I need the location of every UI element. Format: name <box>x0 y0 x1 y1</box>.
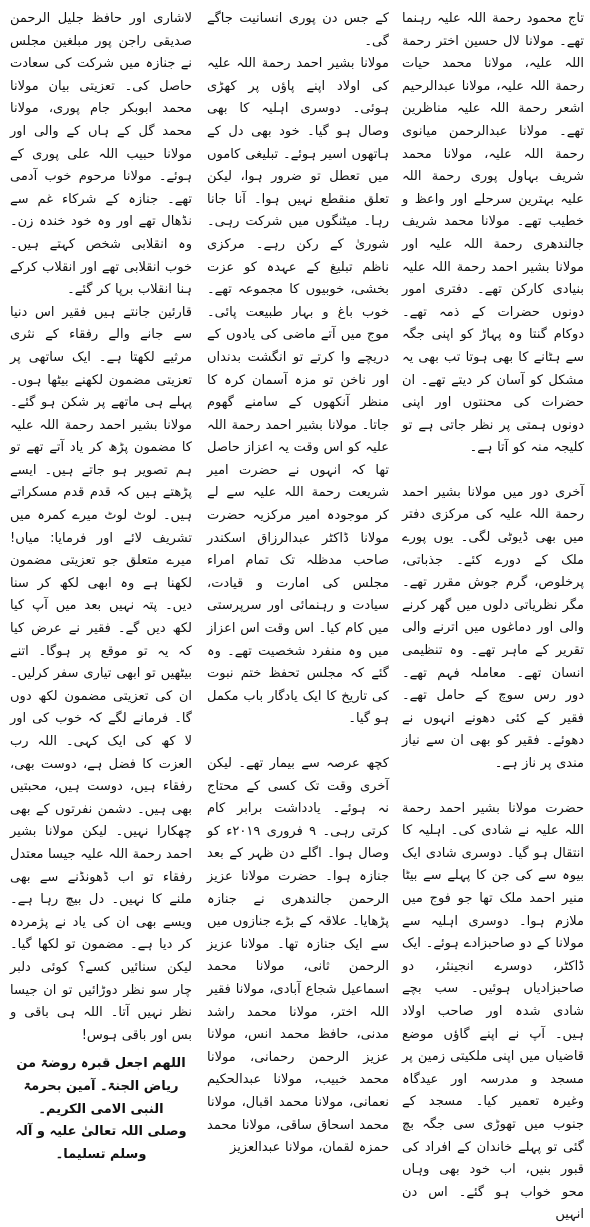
text-column-right <box>402 8 584 1223</box>
text-column-left <box>10 8 192 1162</box>
paragraph: کچھ عرصہ سے بیمار تھے۔ لیکن آخری وقت تک کسی کے محتاج نہ ہوئے۔ یادداشت برابر کام کرتی رہی۔ ۹ فروری ۲۰۱۹ء کو وصال ہوا۔ اگلے دن ظہر کے بعد جنازہ ہوا۔ حضرت مولانا عزیز الرحمن جالندھری نے جنازہ پڑھایا۔ علاقہ کے بڑے جنازوں میں سے ایک جنازہ تھا۔ مولانا عزیز الرحمن ثانی، مولانا محمد اسماعیل شجاع آبادی، مولانا فقیر اللہ اختر، مولانا محمد راشد مدنی، حافظ محمد انس، مولانا عزیز الرحمن رحمانی، مولانا محمد خبیب، مولانا عبدالحکیم نعمانی، مولانا محمد اقبال، مولانا محمد اسحاق ساقی، مولانا محمد حمزہ لقمان، مولانا عبدالعزیز <box>207 756 389 1156</box>
paragraph: کے جس دن پوری انسانیت جاگے گی۔ <box>207 11 389 49</box>
closing-salutation: وصلی اللہ تعالیٰ علیہ و آلہ وسلم تسلیما۔ <box>15 1124 187 1162</box>
paragraph: مولانا بشیر احمد رحمة اللہ علیہ کی اولاد اپنے پاؤں پر کھڑی ہوئی۔ دوسری اہلیہ کا بھی وصال ہو گیا۔ خود بھی دل کے ہاتھوں اسیر ہوئے۔ تبلیغی کاموں میں تعطل تو ضرور ہوا، لیکن تعلق منقطع نہیں ہوا۔ آنا جانا رہا۔ میٹنگوں میں شرکت رہی۔ شوریٰ کے رکن رہے۔ مرکزی ناظم تبلیغ کے عہدہ کو عزت بخشی، خوبیوں کا مجموعہ تھے۔ خوب باغ و بہار طبیعت پائی۔ موج میں آتے ماضی کی یادوں کے دریچے وا کرتے تو انگشت بدنداں اور ناخن تو مزہ آسمان کرہ کا منظر آنکھوں کے سامنے گھوم جاتا۔ مولانا بشیر احمد رحمة اللہ علیہ کو اس وقت یہ اعزاز حاصل تھا کہ انہوں نے حضرت امیر شریعت رحمة اللہ علیہ سے لے کر موجودہ امیر مرکزیہ حضرت مولانا ڈاکٹر عبدالرزاق اسکندر صاحب مدظلہ تک تمام امراء مجلس کی امارت و قیادت، سیادت و رہنمائی اور سرپرستی میں کام کیا۔ اس وقت اس اعزاز میں وہ منفرد شخصیت تھے۔ وہ گئے کہ مجلس تحفظ ختم نبوت کی تاریخ کا ایک یادگار باب مکمل ہو گیا۔ <box>207 56 389 727</box>
closing-prayer: اللھم اجعل قبرہ روضۃ من ریاض الجنۃ۔ آمین بحرمۃ النبی الامی الکریم۔ <box>16 1056 186 1117</box>
paragraph: تاج محمود رحمة اللہ علیہ رہنما تھے۔ مولانا لال حسین اختر رحمة اللہ علیہ، مولانا محمد حیات رحمة اللہ علیہ، مولانا عبدالرحیم اشعر رحمة اللہ علیہ مناظرین تھے۔ مولانا عبدالرحمن میانوی رحمة اللہ علیہ، مولانا محمد شریف بہاول پوری رحمة اللہ علیہ بہترین سرحلے اور واعظ و خطیب تھے۔ مولانا محمد شریف جالندھری رحمة اللہ علیہ اور مولانا بشیر احمد رحمة اللہ علیہ بنیادی کارکن تھے۔ دفتری امور دونوں حضرات کے ذمہ تھے۔ دوکام گنتا وہ پہاڑ کو اپنی جگہ سے ہٹانے کا بھی ہوتا تب بھی یہ مشکل کو آسان کر دیتے تھے۔ ان حضرات کی محنتوں اور اپنی دونوں ہمتی پر نظر جاتی ہے تو کلیجہ منہ کو آتا ہے۔ <box>402 11 584 456</box>
paragraph: قارئین جانتے ہیں فقیر اس دنیا سے جانے والے رفقاء کے نثری مرثیے لکھتا ہے۔ ایک ساتھی پر تعزیتی مضمون لکھنے بیٹھا ہوں۔ پہلے ہی ماتھے پر شکن ہو گئے۔ مولانا بشیر احمد رحمة اللہ علیہ کا مضمون پڑھ کر یاد آتے تھے تو ہم تصویر ہو جاتے ہیں۔ ایسے پڑھتے ہیں کہ قدم قدم مسکراتے ہیں۔ لوٹ لوٹ میرے کمرہ میں تشریف لائے اور فرمایا: میاں! میرے متعلق جو تعزیتی مضمون لکھنا ہے وہ ابھی لکھ کر سنا دیں۔ پتہ نہیں بعد میں آپ کیا لکھ دیں گے۔ فقیر نے عرض کیا کہ یہ تو موقع پر ہوگا۔ اتنے بیٹھیں تو ابھی تیاری سفر کرلیں۔ ان کی تعزیتی مضمون لکھ دوں گا۔ فرمانے لگے کہ خوب کی اور لا کھ کی ایک کہی۔ اللہ رب العزت کا فضل ہے، دوست بھی، رفقاء ہیں، دوست ہیں، محبتیں بھی ہیں۔ دشمن نفرتوں کے بھی چھکارا نہیں۔ لیکن مولانا بشیر احمد رحمة اللہ علیہ جیسا معتدل رفقاء تو اب ڈھونڈنے سے بھی ملنے کا نہیں۔ دل بیچ رہا ہے۔ ویسے بھی ان کی یاد نے پژمردہ کر دیا ہے۔ مضمون تو لکھا گیا۔ لیکن سنائیں کسے؟ کوئی دلبر چار سو نظر دوڑائیں تو ان جیسا نظر نہیں آتا۔ اللہ ہی باقی و بس اور باقی ہوس! <box>10 304 192 1043</box>
paragraph: حضرت مولانا بشیر احمد رحمة اللہ علیہ نے شادی کی۔ اہلیہ کا انتقال ہو گیا۔ دوسری شادی ایک بیوہ سے کی جن کا پہلے سے بیٹا منیر احمد ملک تھا جو فوج میں ملازم ہوا۔ دوسری اہلیہ سے مولانا کے دو صاحبزادے ہوئے۔ ایک ڈاکٹر، دوسرے انجینئر، دو صاحبزادیاں ہوئیں۔ سب بچے شادی شدہ اور صاحب اولاد ہیں۔ آپ نے اپنے گاؤں موضع قاضیاں میں اپنی ملکیتی زمین پر مسجد و مدرسہ اور عیدگاہ وغیرہ تعمیر کیا۔ مسجد کے جنوب میں تھوڑی سی جگہ بچ گئی تو پہلے خاندان کے افراد کی قبور بنیں، اب خود بھی وہاں محو خواب ہو گئے۔ اس دن انہیں <box>402 800 584 1223</box>
text-column-middle <box>207 8 389 1156</box>
paragraph: آخری دور میں مولانا بشیر احمد رحمة اللہ علیہ کی مرکزی دفتر میں بھی ڈیوٹی لگی۔ یوں پورے ملک کے دورے کئے۔ جذباتی، پرخلوص، گرم جوش مقرر تھے۔ مگر نظریاتی دلوں میں گھر کرنے والی اور دماغوں میں اترنے والی تقریر کے ماہر تھے۔ وہ تنظیمی انسان تھے۔ معاملہ فہم تھے۔ دور رس سوچ کے حامل تھے۔ فقیر کے کئی دھونے انہوں نے دھوئے۔ فقیر کو بھی ان سے نیاز مندی پر ناز ہے۔ <box>402 484 584 771</box>
paragraph: لاشاری اور حافظ جلیل الرحمن صدیقی راجن پور مبلغین مجلس نے جنازہ میں شرکت کی سعادت حاصل کی۔ تعزیتی بیان مولانا محمد ابوبکر جام پوری، مولانا محمد گل کے ہاں کے والی اور مولانا حبیب اللہ علی پوری کے ہوئے۔ مولانا مرحوم خوب آدمی تھے۔ جنازہ کے شرکاء غم سے نڈھال تھے اور وہ خود خندہ زن۔ وہ انقلابی شخص کہتے ہیں۔ خوب انقلابی تھے اور انقلاب کرکے ہنا انقلاب برپا کر گئے۔ <box>10 11 192 298</box>
